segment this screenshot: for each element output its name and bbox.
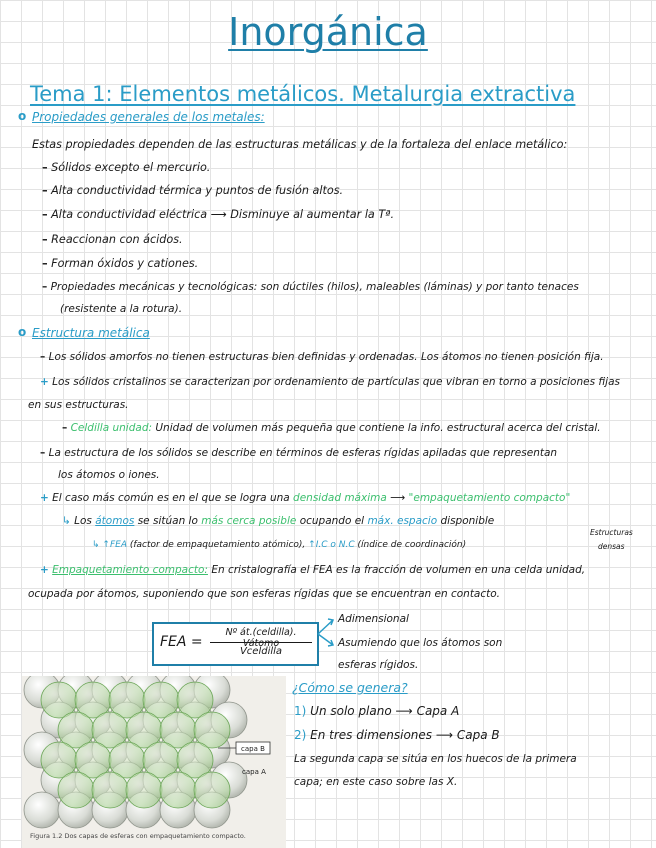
list-item: – Propiedades mecánicas y tecnológicas: son dúctiles (hilos), maleables (láminas) y por tanto tenaces	[42, 281, 579, 293]
section1-intro: Estas propiedades dependen de las estructuras metálicas y de la fortaleza del enlace metálico:	[32, 138, 568, 151]
label-capa-a: capa A	[242, 768, 266, 776]
step-1: 1) Un solo plano ⟶ Capa A	[294, 704, 460, 718]
sphere-b	[58, 772, 94, 808]
fraction-line	[210, 642, 312, 643]
list-item: – Alta conductividad eléctrica ⟶ Disminuye al aumentar la Tª.	[42, 208, 394, 221]
step-detail: La segunda capa se sitúa en los huecos de la primera	[294, 753, 577, 765]
label-capa-b: capa B	[241, 745, 265, 753]
sphere-b	[194, 772, 230, 808]
section-bullet: o	[18, 109, 27, 123]
branch-arrows-icon	[316, 612, 336, 656]
list-item-cont: ocupada por átomos, suponiendo que son esferas rígidas que se encuentran en contacto.	[28, 588, 501, 600]
sphere-b	[92, 772, 128, 808]
fea-label: FEA =	[160, 634, 203, 650]
list-item: – Sólidos excepto el mercurio.	[42, 161, 211, 174]
list-item: – La estructura de los sólidos se describe en términos de esferas rígidas apiladas que representan	[40, 447, 558, 459]
fea-formula-box	[152, 622, 319, 666]
list-item: – Reaccionan con ácidos.	[42, 233, 183, 246]
sphere-b	[126, 772, 162, 808]
note-dense: Estructuras	[590, 528, 633, 537]
figure-photo	[22, 676, 286, 848]
step-2: 2) En tres dimensiones ⟶ Capa B	[294, 728, 500, 742]
list-item-cont: (resistente a la rotura).	[60, 303, 183, 315]
list-item-sub: ↳ Los átomos se sitúan lo más cerca posible ocupando el máx. espacio disponible	[62, 515, 495, 527]
list-item-cont: en sus estructuras.	[28, 399, 129, 411]
section1-heading: Propiedades generales de los metales:	[32, 110, 265, 124]
definition-celdilla: – Celdilla unidad: Unidad de volumen más pequeña que contiene la info. estructural acerca del cristal.	[62, 422, 601, 434]
list-item: – Los sólidos amorfos no tienen estructuras bien definidas y ordenadas. Los átomos no tienen posición fija.	[40, 351, 604, 363]
list-item: + Los sólidos cristalinos se caracterizan por ordenamiento de partículas que vibran en torno a posiciones fijas	[40, 376, 620, 388]
section-bullet: o	[18, 325, 27, 339]
page-title: Inorgánica	[228, 10, 428, 54]
question-heading: ¿Cómo se genera?	[292, 680, 408, 695]
fea-numerator: Nº át.(celdilla). Vátomo	[225, 627, 297, 649]
section2-heading: Estructura metálica	[32, 326, 150, 340]
list-item: + Empaquetamiento compacto: En cristalografía el FEA es la fracción de volumen en una celda unidad,	[40, 564, 586, 576]
formula-note: esferas rígidos.	[338, 659, 419, 671]
layer-b	[41, 682, 230, 808]
sphere-a	[24, 792, 60, 828]
list-item: + El caso más común es en el que se logra una densidad máxima ⟶ "empaquetamiento compacto"	[40, 492, 571, 504]
list-item: – Alta conductividad térmica y puntos de fusión altos.	[42, 184, 344, 197]
fea-denominator: Vceldilla	[239, 646, 283, 657]
note-dense: densas	[598, 542, 625, 551]
formula-note: Adimensional	[338, 613, 409, 625]
list-item-cont: los átomos o iones.	[58, 469, 160, 481]
figure-caption: Figura 1.2 Dos capas de esferas con empaquetamiento compacto.	[30, 832, 246, 840]
topic-heading: Tema 1: Elementos metálicos. Metalurgia extractiva	[30, 82, 576, 106]
list-item-sub: ↳ ↑FEA (factor de empaquetamiento atómico), ↑I.C o N.C (índice de coordinación)	[92, 540, 467, 550]
sphere-packing-figure	[22, 676, 286, 848]
step-detail: capa; en este caso sobre las X.	[294, 776, 458, 788]
formula-note: Asumiendo que los átomos son	[338, 637, 503, 649]
list-item: – Forman óxidos y cationes.	[42, 257, 199, 270]
sphere-b	[160, 772, 196, 808]
